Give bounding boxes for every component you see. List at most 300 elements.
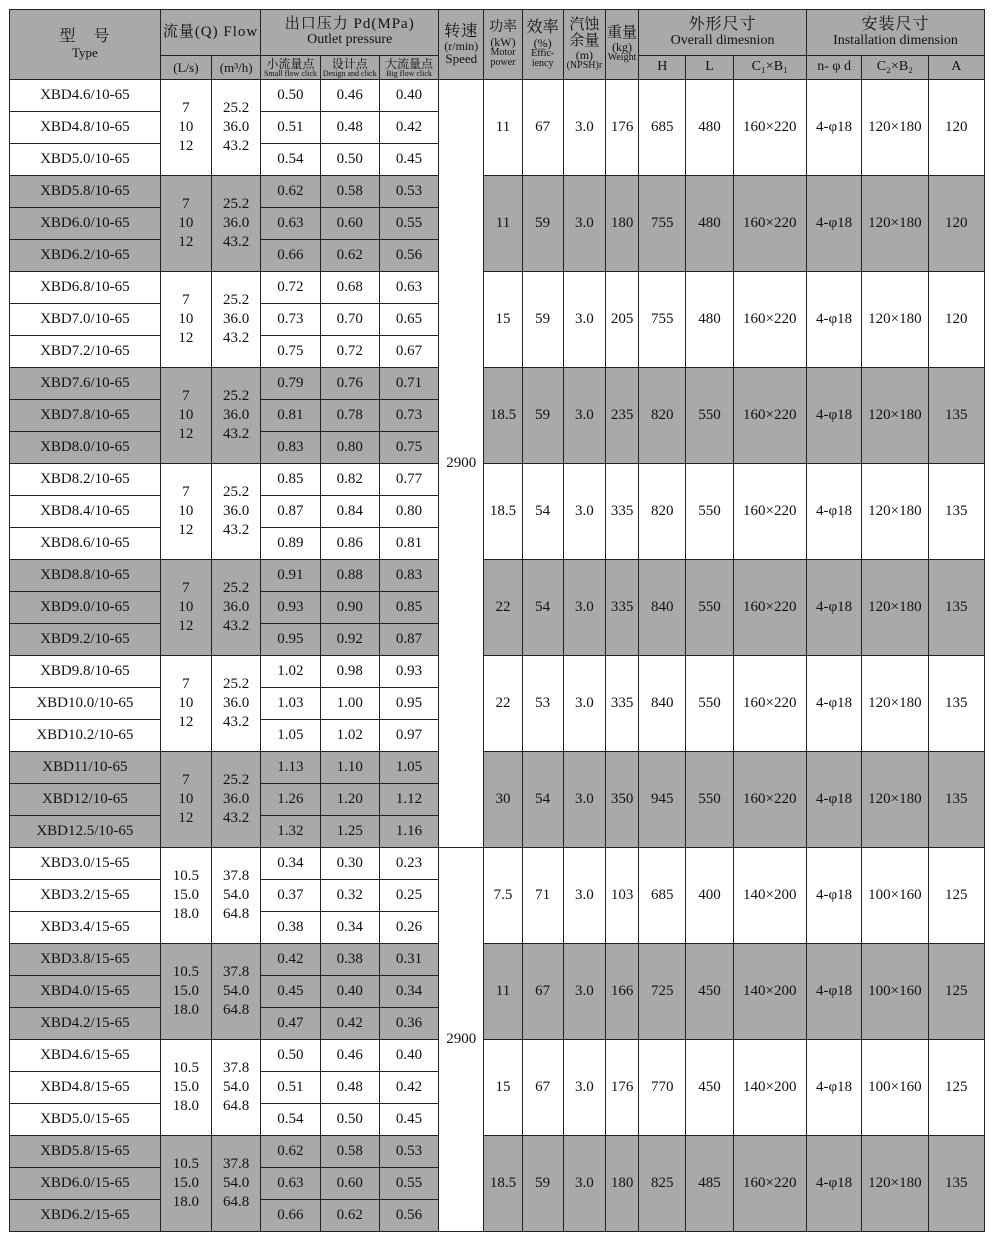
flow-m3h-cell-value: 64.8 <box>223 1001 250 1018</box>
table-row <box>10 464 985 496</box>
h-cell: 685 <box>639 848 686 944</box>
weight-cell: 350 <box>605 752 638 848</box>
l-cell: 550 <box>686 464 733 560</box>
l-cell: 450 <box>686 1040 733 1136</box>
header-power-en1: Motor <box>490 46 516 58</box>
flow-m3h-cell-value: 43.2 <box>223 617 250 634</box>
a-cell: 135 <box>928 464 984 560</box>
flow-ls-cell <box>160 656 211 752</box>
pressure-design-cell: 0.46 <box>320 1040 379 1072</box>
model-cell: XBD7.8/10-65 <box>10 400 161 432</box>
flow-ls-cell-value: 18.0 <box>172 1097 200 1114</box>
weight-cell: 103 <box>605 848 638 944</box>
flow-m3h-cell-value: 37.8 <box>223 868 250 885</box>
flow-m3h-cell-value: 36.0 <box>223 695 250 712</box>
pressure-design-cell: 0.42 <box>320 1008 379 1040</box>
flow-ls-cell-value: 12 <box>178 521 194 538</box>
flow-m3h-cell-value: 25.2 <box>223 100 250 117</box>
a-cell: 135 <box>928 752 984 848</box>
weight-cell: 205 <box>605 272 638 368</box>
flow-ls-cell-value: 10 <box>178 215 194 232</box>
pressure-design-cell: 1.20 <box>320 784 379 816</box>
pressure-big-cell: 0.81 <box>379 528 438 560</box>
pressure-big-cell: 0.53 <box>379 176 438 208</box>
weight-cell: 335 <box>605 560 638 656</box>
header-p-design-zh: 设计点 <box>331 56 368 71</box>
weight-cell: 180 <box>605 176 638 272</box>
c2b2-cell: 120×180 <box>862 176 928 272</box>
flow-m3h-cell <box>212 272 261 368</box>
eff-cell: 59 <box>522 1136 563 1232</box>
table-row <box>10 752 985 784</box>
h-cell: 685 <box>639 80 686 176</box>
flow-ls-cell-value: 7 <box>182 484 190 501</box>
flow-m3h-cell-value: 25.2 <box>223 676 250 693</box>
flow-ls-cell-value: 10.5 <box>172 1060 200 1077</box>
table-row <box>10 944 985 976</box>
h-cell: 820 <box>639 464 686 560</box>
pressure-design-cell: 0.72 <box>320 336 379 368</box>
pressure-small-cell: 0.34 <box>261 848 320 880</box>
flow-ls-cell-value: 18.0 <box>172 905 200 922</box>
flow-ls-cell-value: 12 <box>178 809 194 826</box>
pressure-design-cell: 0.70 <box>320 304 379 336</box>
header-npsh-en: (NPSH)r <box>566 60 603 72</box>
power-cell: 11 <box>484 944 522 1040</box>
header-npsh <box>563 10 605 80</box>
npsh-cell: 3.0 <box>563 368 605 464</box>
header-speed-en: Speed <box>445 51 478 67</box>
flow-m3h-cell-value: 25.2 <box>223 580 250 597</box>
header-weight-unit: (kg) <box>612 40 633 55</box>
h-cell: 770 <box>639 1040 686 1136</box>
flow-ls-cell-value: 7 <box>182 196 190 213</box>
pressure-big-cell: 0.87 <box>379 624 438 656</box>
model-cell: XBD4.6/15-65 <box>10 1040 161 1072</box>
pressure-design-cell: 0.50 <box>320 1104 379 1136</box>
flow-m3h-cell-value: 25.2 <box>223 772 250 789</box>
pressure-big-cell: 0.45 <box>379 1104 438 1136</box>
header-npsh-unit: (m) <box>575 48 594 63</box>
model-cell: XBD3.8/15-65 <box>10 944 161 976</box>
power-cell: 30 <box>484 752 522 848</box>
model-cell: XBD8.2/10-65 <box>10 464 161 496</box>
nphid-cell: 4-φ18 <box>806 752 861 848</box>
a-cell: 125 <box>928 848 984 944</box>
eff-cell: 67 <box>522 944 563 1040</box>
flow-ls-cell-value: 10 <box>178 791 194 808</box>
c1b1-cell: 160×220 <box>733 1136 806 1232</box>
pressure-big-cell: 0.83 <box>379 560 438 592</box>
flow-ls-cell <box>160 176 211 272</box>
header-weight-zh: 重量 <box>607 24 638 41</box>
weight-cell: 335 <box>605 656 638 752</box>
nphid-cell: 4-φ18 <box>806 80 861 176</box>
header-type-en: Type <box>71 45 98 61</box>
pressure-design-cell: 0.30 <box>320 848 379 880</box>
flow-ls-cell-value: 18.0 <box>172 1001 200 1018</box>
power-cell: 7.5 <box>484 848 522 944</box>
flow-ls-cell-value: 7 <box>182 388 190 405</box>
pressure-design-cell: 1.25 <box>320 816 379 848</box>
nphid-cell: 4-φ18 <box>806 656 861 752</box>
header-p-big-en: Big flow click <box>386 68 432 78</box>
header-type-zh: 型 号 <box>59 28 111 46</box>
eff-cell: 53 <box>522 656 563 752</box>
flow-m3h-cell <box>212 848 261 944</box>
pressure-design-cell: 0.88 <box>320 560 379 592</box>
c2b2-cell: 120×180 <box>862 1136 928 1232</box>
weight-cell: 335 <box>605 464 638 560</box>
npsh-cell: 3.0 <box>563 272 605 368</box>
pressure-design-cell: 0.38 <box>320 944 379 976</box>
table-row <box>10 176 985 208</box>
h-cell: 755 <box>639 176 686 272</box>
pressure-small-cell: 0.47 <box>261 1008 320 1040</box>
pressure-big-cell: 0.42 <box>379 1072 438 1104</box>
header-npsh-zh2: 余量 <box>569 32 600 49</box>
flow-ls-cell <box>160 80 211 176</box>
model-cell: XBD4.6/10-65 <box>10 80 161 112</box>
header-install <box>806 10 984 56</box>
model-cell: XBD3.2/15-65 <box>10 880 161 912</box>
flow-m3h-cell-value: 64.8 <box>223 1097 250 1114</box>
header-flow-ls: (L/s) <box>160 56 211 80</box>
pressure-big-cell: 0.31 <box>379 944 438 976</box>
pressure-design-cell: 0.60 <box>320 1168 379 1200</box>
pressure-big-cell: 0.40 <box>379 1040 438 1072</box>
pressure-design-cell: 0.62 <box>320 240 379 272</box>
a-cell: 120 <box>928 80 984 176</box>
pressure-small-cell: 0.81 <box>261 400 320 432</box>
pressure-design-cell: 1.00 <box>320 688 379 720</box>
flow-ls-cell-value: 10.5 <box>172 964 200 981</box>
pressure-design-cell: 0.62 <box>320 1200 379 1232</box>
flow-ls-cell-value: 12 <box>178 713 194 730</box>
flow-ls-cell-value: 12 <box>178 233 194 250</box>
header-p-small-zh: 小流量点 <box>266 56 315 71</box>
l-cell: 450 <box>686 944 733 1040</box>
npsh-cell: 3.0 <box>563 848 605 944</box>
pressure-design-cell: 0.98 <box>320 656 379 688</box>
eff-cell: 54 <box>522 752 563 848</box>
header-weight <box>605 10 638 80</box>
flow-m3h-cell <box>212 560 261 656</box>
header-col-h: H <box>639 56 686 80</box>
pressure-big-cell: 0.75 <box>379 432 438 464</box>
flow-ls-cell-value: 7 <box>182 292 190 309</box>
table-row <box>10 1040 985 1072</box>
model-cell: XBD8.6/10-65 <box>10 528 161 560</box>
h-cell: 825 <box>639 1136 686 1232</box>
flow-m3h-cell-value: 36.0 <box>223 215 250 232</box>
pressure-small-cell: 0.72 <box>261 272 320 304</box>
pressure-big-cell: 0.67 <box>379 336 438 368</box>
flow-m3h-cell-value: 43.2 <box>223 425 250 442</box>
header-npsh-zh1: 汽蚀 <box>569 16 600 33</box>
pressure-big-cell: 0.45 <box>379 144 438 176</box>
flow-m3h-cell-value: 36.0 <box>223 791 250 808</box>
pressure-big-cell: 0.40 <box>379 80 438 112</box>
model-cell: XBD7.0/10-65 <box>10 304 161 336</box>
flow-ls-cell-value: 18.0 <box>172 1193 200 1210</box>
flow-m3h-cell-value: 37.8 <box>223 964 250 981</box>
a-cell: 120 <box>928 176 984 272</box>
header-efficiency <box>522 10 563 80</box>
flow-m3h-cell-value: 36.0 <box>223 503 250 520</box>
flow-m3h-cell-value: 37.8 <box>223 1060 250 1077</box>
model-cell: XBD5.0/10-65 <box>10 144 161 176</box>
pressure-design-cell: 0.86 <box>320 528 379 560</box>
flow-ls-cell-value: 10 <box>178 311 194 328</box>
flow-ls-cell-value: 12 <box>178 329 194 346</box>
npsh-cell: 3.0 <box>563 176 605 272</box>
header-overall <box>639 10 807 56</box>
power-cell: 18.5 <box>484 368 522 464</box>
model-cell: XBD12.5/10-65 <box>10 816 161 848</box>
npsh-cell: 3.0 <box>563 752 605 848</box>
flow-m3h-cell-value: 43.2 <box>223 233 250 250</box>
model-cell: XBD9.8/10-65 <box>10 656 161 688</box>
pressure-design-cell: 1.02 <box>320 720 379 752</box>
pressure-small-cell: 0.93 <box>261 592 320 624</box>
pressure-design-cell: 0.48 <box>320 1072 379 1104</box>
pressure-small-cell: 0.54 <box>261 1104 320 1136</box>
pressure-big-cell: 1.05 <box>379 752 438 784</box>
flow-m3h-cell <box>212 176 261 272</box>
flow-ls-cell-value: 10.5 <box>172 868 200 885</box>
header-eff-en1: Effic- <box>531 47 555 59</box>
pressure-design-cell: 0.46 <box>320 80 379 112</box>
pressure-big-cell: 0.56 <box>379 240 438 272</box>
a-cell: 125 <box>928 1040 984 1136</box>
flow-m3h-cell <box>212 1136 261 1232</box>
table-row <box>10 272 985 304</box>
model-cell: XBD8.0/10-65 <box>10 432 161 464</box>
header-p-small-en: Small flow click <box>263 68 317 78</box>
flow-m3h-cell-value: 64.8 <box>223 1193 250 1210</box>
pressure-small-cell: 0.83 <box>261 432 320 464</box>
header-p-big-zh: 大流量点 <box>385 56 434 71</box>
flow-ls-cell-value: 10 <box>178 599 194 616</box>
flow-ls-cell-value: 10 <box>178 503 194 520</box>
flow-m3h-cell-value: 36.0 <box>223 119 250 136</box>
power-cell: 22 <box>484 656 522 752</box>
pressure-big-cell: 0.63 <box>379 272 438 304</box>
c1b1-cell: 160×220 <box>733 752 806 848</box>
pressure-design-cell: 0.40 <box>320 976 379 1008</box>
pressure-big-cell: 0.53 <box>379 1136 438 1168</box>
flow-ls-cell <box>160 848 211 944</box>
power-cell: 18.5 <box>484 1136 522 1232</box>
header-col-nphid: n- φ d <box>806 56 861 80</box>
header-power-zh: 功率 <box>488 20 517 36</box>
flow-ls-cell-value: 12 <box>178 425 194 442</box>
c2b2-cell: 120×180 <box>862 656 928 752</box>
power-cell: 11 <box>484 80 522 176</box>
pressure-small-cell: 0.50 <box>261 1040 320 1072</box>
l-cell: 550 <box>686 752 733 848</box>
power-cell: 18.5 <box>484 464 522 560</box>
pressure-big-cell: 0.93 <box>379 656 438 688</box>
model-cell: XBD6.2/15-65 <box>10 1200 161 1232</box>
table-row <box>10 1136 985 1168</box>
pressure-small-cell: 0.51 <box>261 112 320 144</box>
pressure-small-cell: 0.50 <box>261 80 320 112</box>
flow-m3h-cell-value: 43.2 <box>223 521 250 538</box>
c2b2-cell: 120×180 <box>862 560 928 656</box>
c1b1-cell: 140×200 <box>733 848 806 944</box>
c1b1-cell: 160×220 <box>733 560 806 656</box>
h-cell: 755 <box>639 272 686 368</box>
pressure-big-cell: 0.55 <box>379 208 438 240</box>
header-install-en: Installation dimension <box>833 32 958 48</box>
header-speed-unit: (r/min) <box>444 39 479 54</box>
header-p-big <box>379 56 438 80</box>
pressure-small-cell: 1.05 <box>261 720 320 752</box>
pressure-small-cell: 1.32 <box>261 816 320 848</box>
eff-cell: 59 <box>522 272 563 368</box>
pressure-small-cell: 0.63 <box>261 1168 320 1200</box>
model-cell: XBD12/10-65 <box>10 784 161 816</box>
header-overall-zh: 外形尺寸 <box>688 15 757 33</box>
model-cell: XBD10.0/10-65 <box>10 688 161 720</box>
pump-spec-table <box>9 9 985 1232</box>
pressure-design-cell: 0.60 <box>320 208 379 240</box>
pressure-small-cell: 0.89 <box>261 528 320 560</box>
header-flow-title: 流量(Q) Flow <box>162 23 259 40</box>
flow-m3h-cell-value: 43.2 <box>223 713 250 730</box>
flow-m3h-cell <box>212 80 261 176</box>
table-row <box>10 80 985 112</box>
model-cell: XBD8.8/10-65 <box>10 560 161 592</box>
pressure-design-cell: 0.78 <box>320 400 379 432</box>
header-eff-unit: (%) <box>533 35 552 50</box>
model-cell: XBD7.2/10-65 <box>10 336 161 368</box>
model-cell: XBD10.2/10-65 <box>10 720 161 752</box>
flow-ls-cell-value: 15.0 <box>172 887 200 904</box>
eff-cell: 71 <box>522 848 563 944</box>
weight-cell: 176 <box>605 1040 638 1136</box>
flow-ls-cell <box>160 560 211 656</box>
header-p-small <box>261 56 320 80</box>
flow-ls-cell <box>160 1040 211 1136</box>
flow-m3h-cell-value: 25.2 <box>223 196 250 213</box>
header-power <box>484 10 522 80</box>
header-speed <box>439 10 484 80</box>
flow-ls-cell-value: 15.0 <box>172 1079 200 1096</box>
c2b2-cell: 120×180 <box>862 752 928 848</box>
header-pressure <box>261 10 439 56</box>
c1b1-cell: 140×200 <box>733 1040 806 1136</box>
speed-cell: 2900 <box>439 848 484 1232</box>
flow-m3h-cell-value: 43.2 <box>223 809 250 826</box>
flow-m3h-cell <box>212 752 261 848</box>
c2b2-cell: 120×180 <box>862 368 928 464</box>
pressure-small-cell: 0.79 <box>261 368 320 400</box>
header-pressure-zh: 出口压力 Pd(MPa) <box>284 16 415 33</box>
model-cell: XBD8.4/10-65 <box>10 496 161 528</box>
flow-ls-cell-value: 12 <box>178 617 194 634</box>
pressure-small-cell: 0.66 <box>261 1200 320 1232</box>
flow-ls-cell <box>160 272 211 368</box>
power-cell: 11 <box>484 176 522 272</box>
nphid-cell: 4-φ18 <box>806 464 861 560</box>
c2b2-cell: 100×160 <box>862 848 928 944</box>
model-cell: XBD4.0/15-65 <box>10 976 161 1008</box>
model-cell: XBD11/10-65 <box>10 752 161 784</box>
eff-cell: 59 <box>522 368 563 464</box>
pressure-small-cell: 0.91 <box>261 560 320 592</box>
pressure-big-cell: 1.16 <box>379 816 438 848</box>
pressure-design-cell: 0.58 <box>320 1136 379 1168</box>
pressure-design-cell: 0.58 <box>320 176 379 208</box>
nphid-cell: 4-φ18 <box>806 848 861 944</box>
weight-cell: 235 <box>605 368 638 464</box>
flow-ls-cell-value: 10.5 <box>172 1156 200 1173</box>
pressure-small-cell: 0.85 <box>261 464 320 496</box>
pressure-small-cell: 0.63 <box>261 208 320 240</box>
npsh-cell: 3.0 <box>563 1040 605 1136</box>
a-cell: 135 <box>928 368 984 464</box>
flow-m3h-cell <box>212 656 261 752</box>
model-cell: XBD4.8/15-65 <box>10 1072 161 1104</box>
weight-cell: 166 <box>605 944 638 1040</box>
flow-m3h-cell-value: 54.0 <box>223 1175 250 1192</box>
pressure-design-cell: 0.82 <box>320 464 379 496</box>
model-cell: XBD5.8/10-65 <box>10 176 161 208</box>
flow-m3h-cell <box>212 1040 261 1136</box>
pressure-big-cell: 0.65 <box>379 304 438 336</box>
h-cell: 840 <box>639 656 686 752</box>
pressure-design-cell: 0.34 <box>320 912 379 944</box>
c1b1-cell: 160×220 <box>733 80 806 176</box>
header-power-unit: (kW) <box>490 34 516 49</box>
header-col-l: L <box>686 56 733 80</box>
pressure-big-cell: 0.77 <box>379 464 438 496</box>
pressure-design-cell: 0.68 <box>320 272 379 304</box>
a-cell: 135 <box>928 656 984 752</box>
flow-m3h-cell-value: 54.0 <box>223 983 250 1000</box>
h-cell: 945 <box>639 752 686 848</box>
pressure-small-cell: 0.62 <box>261 1136 320 1168</box>
pressure-small-cell: 0.95 <box>261 624 320 656</box>
header-type <box>10 10 161 80</box>
table-row <box>10 656 985 688</box>
c1b1-cell: 160×220 <box>733 368 806 464</box>
model-cell: XBD6.8/10-65 <box>10 272 161 304</box>
model-cell: XBD6.0/10-65 <box>10 208 161 240</box>
pressure-small-cell: 1.13 <box>261 752 320 784</box>
eff-cell: 67 <box>522 80 563 176</box>
flow-m3h-cell-value: 64.8 <box>223 905 250 922</box>
table-row <box>10 560 985 592</box>
pressure-big-cell: 0.34 <box>379 976 438 1008</box>
c2b2-cell: 100×160 <box>862 1040 928 1136</box>
pressure-design-cell: 0.32 <box>320 880 379 912</box>
npsh-cell: 3.0 <box>563 656 605 752</box>
pressure-big-cell: 0.25 <box>379 880 438 912</box>
pressure-small-cell: 1.03 <box>261 688 320 720</box>
c2b2-cell: 120×180 <box>862 272 928 368</box>
model-cell: XBD4.2/15-65 <box>10 1008 161 1040</box>
eff-cell: 54 <box>522 560 563 656</box>
eff-cell: 67 <box>522 1040 563 1136</box>
weight-cell: 176 <box>605 80 638 176</box>
header-speed-zh: 转速 <box>444 22 479 40</box>
pressure-small-cell: 0.66 <box>261 240 320 272</box>
flow-ls-cell <box>160 1136 211 1232</box>
